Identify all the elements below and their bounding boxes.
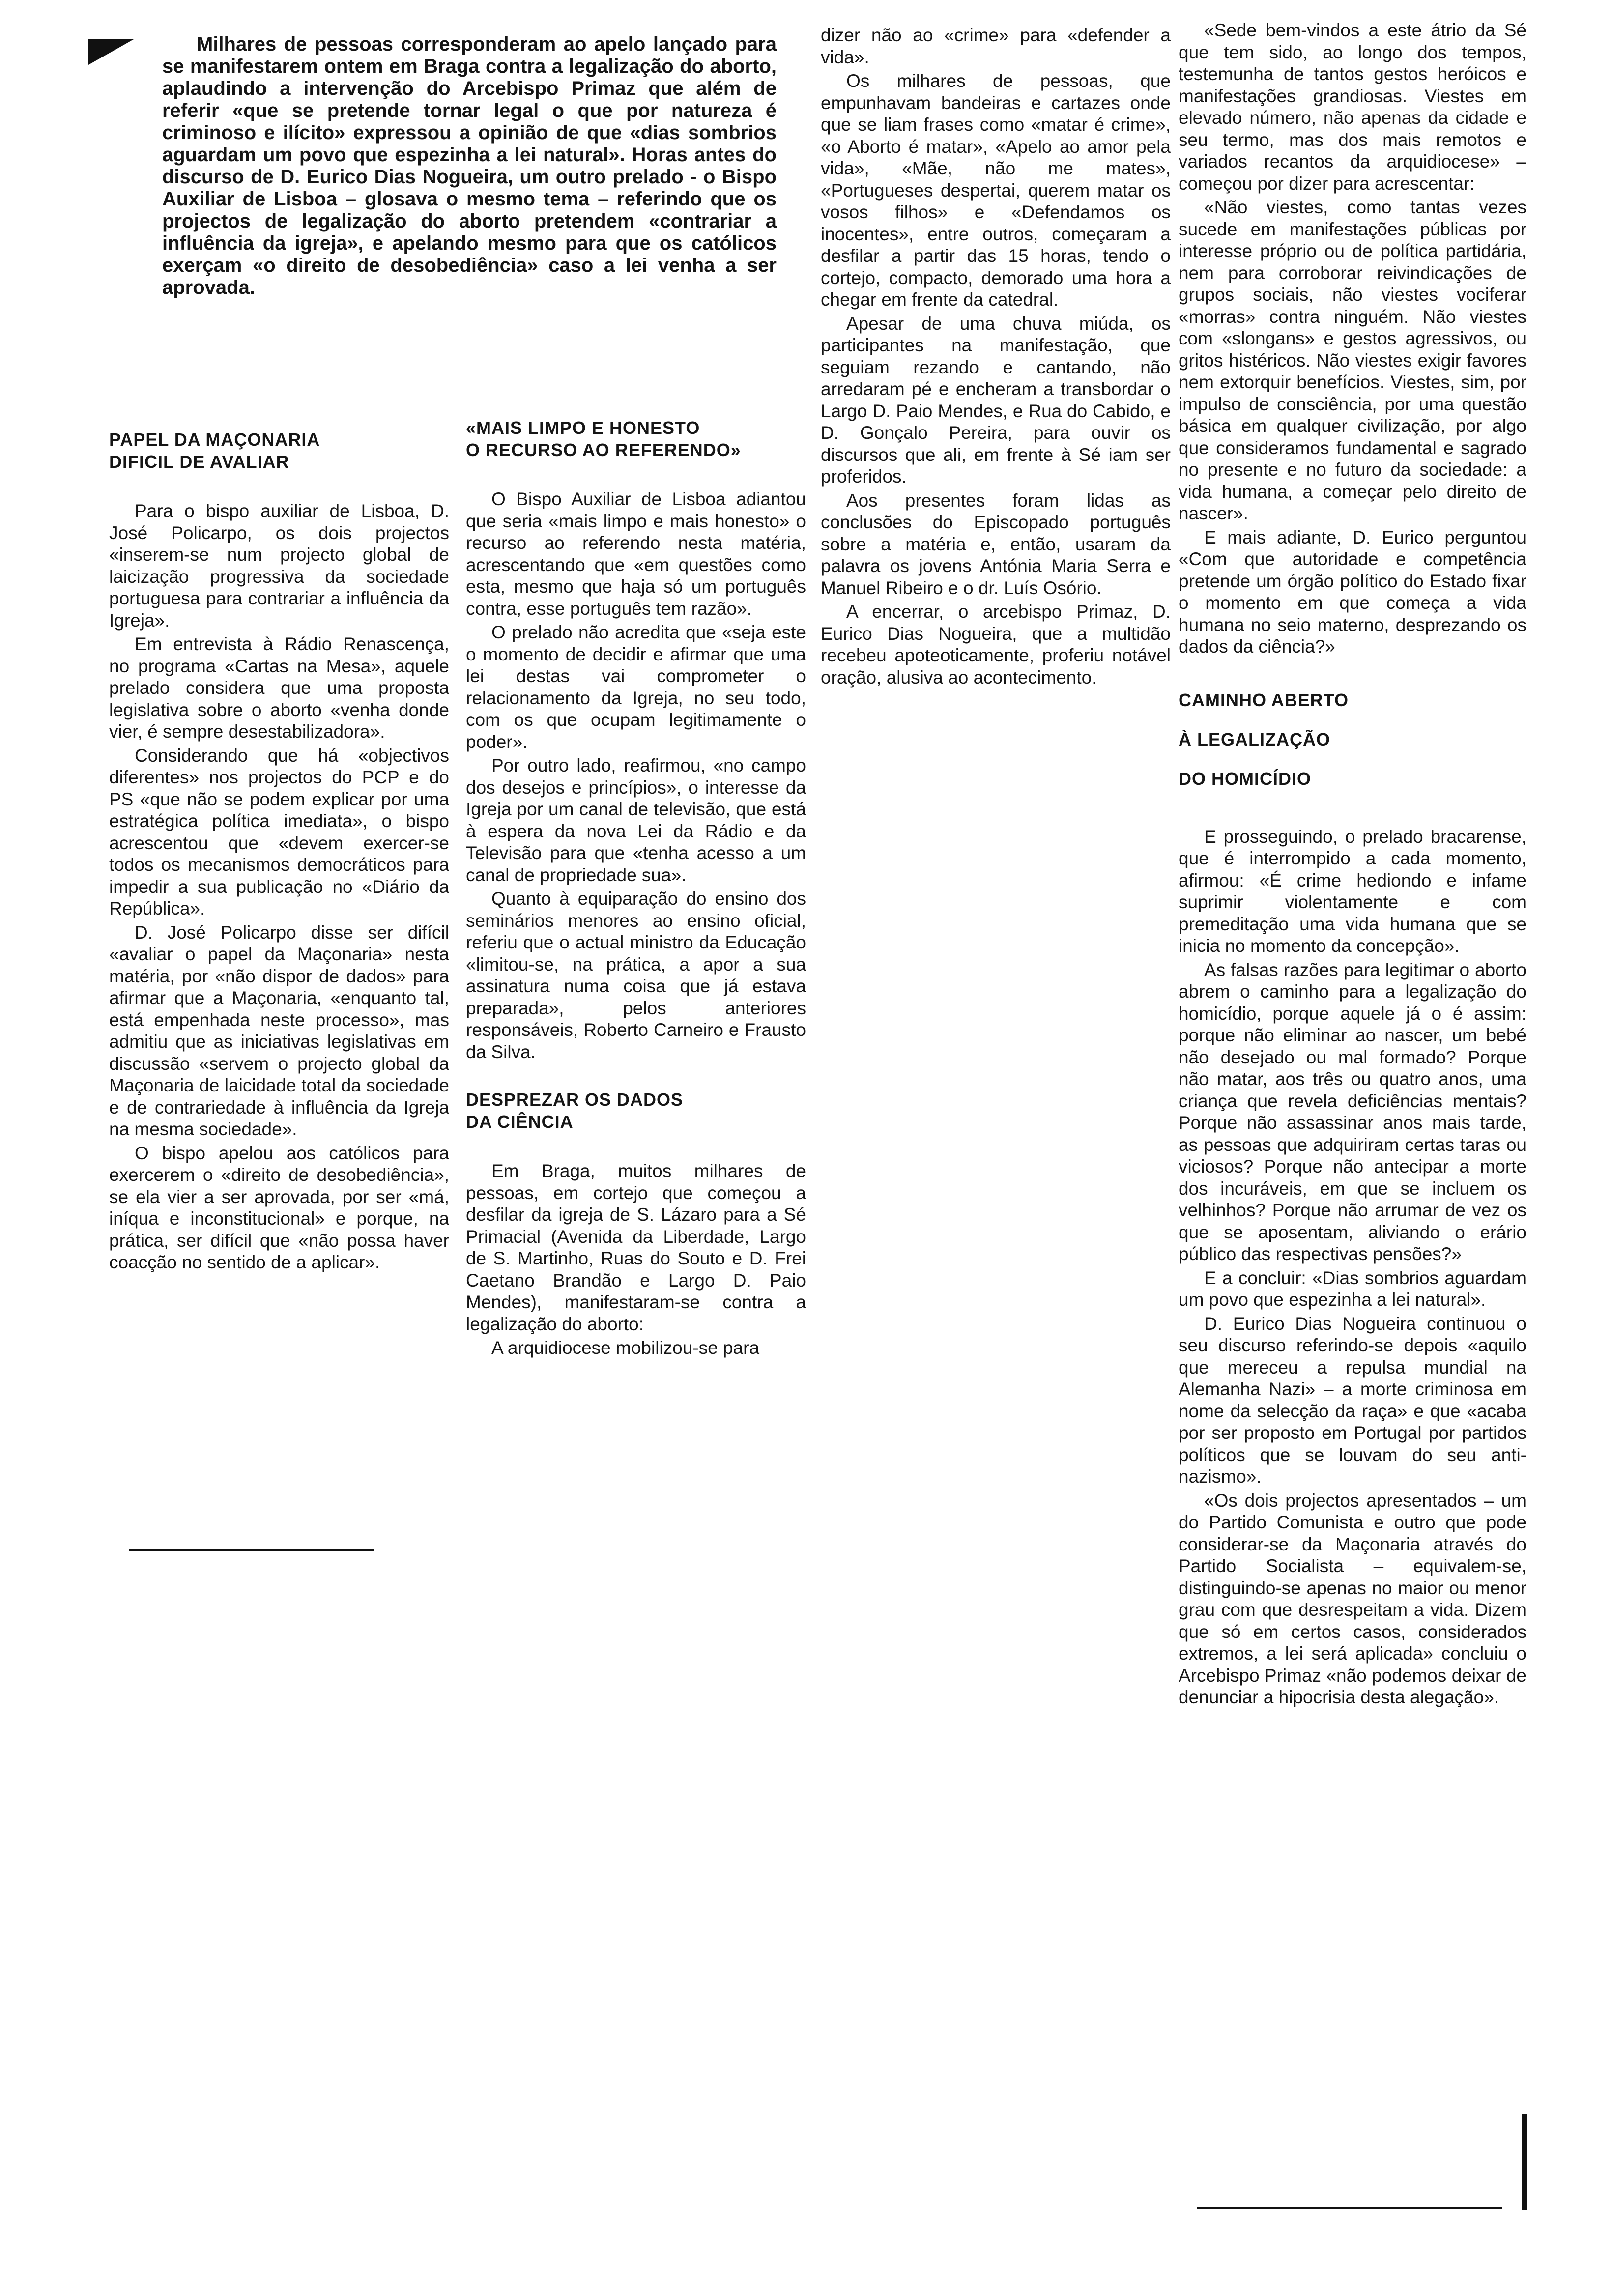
paragraph: «Não viestes, como tantas vezes sucede em manifestações públicas por interesse próprio ou de política partidária, nem para corroborar reivindicações de grupos sociais, não viestes vociferar «morras» contra ninguém. Não viestes com «slongans» e gestos agressivos, ou gritos histéricos. Não viestes exigir favores nem extorquir benefícios. Viestes, sim, por impulso de consciência, por uma questão básica em qualquer civilização, por algo que consideramos fundamental e sagrado no presente e no futuro da sociedade: a vida humana, a começar pelo direito de nascer». <box>1179 197 1526 523</box>
paragraph: E a concluir: «Dias sombrios aguardam um povo que espezinha a lei natural». <box>1179 1267 1526 1310</box>
article-lead <box>162 33 777 299</box>
article-end-bar <box>1522 2114 1527 2210</box>
paragraph: A encerrar, o arcebispo Primaz, D. Eurico Dias Nogueira, que a multidão recebeu apoteoticamente, proferiu notável oração, alusiva ao acontecimento. <box>821 602 1171 688</box>
paragraph: Em entrevista à Rádio Renascença, no programa «Cartas na Mesa», aquele prelado considera que uma proposta legislativa sobre o aborto «venha donde vier, é sempre desestabilizadora». <box>109 634 449 742</box>
section-heading-ciencia: DESPREZAR OS DADOS DA CIÊNCIA <box>466 1090 684 1132</box>
paragraph: O prelado não acredita que «seja este o momento de decidir e afirmar que uma lei destas vai comprometer o relacionamento da Igreja, no seu todo, com os que ocupam legitimamente o poder». <box>466 622 806 752</box>
paragraph: Para o bispo auxiliar de Lisboa, D. José Policarpo, os dois projectos «inserem-se num projecto global de laicização progressiva da sociedade portuguesa para contrariar a influência da Igreja». <box>109 501 449 631</box>
section-heading-homicidio: CAMINHO ABERTO À LEGALIZAÇÃO DO HOMICÍDIO <box>1179 689 1349 789</box>
paragraph: dizer não ao «crime» para «defender a vida». <box>821 25 1171 67</box>
paragraph: D. José Policarpo disse ser difícil «avaliar o papel da Maçonaria» nesta matéria, por «não dispor de dados» para afirmar que a Maçonaria, «enquanto tal, está empenhada neste processo», mas admitiu que as iniciativas legislativas em discussão «servem o projecto global da Maçonaria de laicidade total da sociedade e de contrariedade à influência da Igreja na mesma sociedade». <box>109 922 449 1139</box>
lead-paragraph: Milhares de pessoas corresponderam ao apelo lançado para se manifestarem ontem em Braga contra a legalização do aborto, aplaudindo a intervenção do Arcebispo Primaz que além de referir «que se pretende tornar legal o que por natureza é criminoso e ilícito» expressou a opinião de que «dias sombrios aguardam um povo que espezinha a lei natural». Horas antes do discurso de D. Eurico Dias Nogueira, um outro prelado - o Bispo Auxiliar de Lisboa – glosava o mesmo tema – referindo que os projectos de legalização do aborto pretendem «contrariar a influência da igreja», e apelando mesmo para que os católicos exerçam «o direito de desobediência» caso a lei venha a ser aprovada. <box>162 33 777 298</box>
column-1-end-rule <box>129 1549 374 1551</box>
article-end-rule <box>1197 2207 1502 2209</box>
paragraph: Aos presentes foram lidas as conclusões do Episcopado português sobre a matéria e, então, usaram da palavra os jovens Antónia Maria Serra e Manuel Ribeiro e o dr. Luís Osório. <box>821 490 1171 598</box>
paragraph: Os milhares de pessoas, que empunhavam bandeiras e cartazes onde que se liam frases como «matar é crime», «o Aborto é matar», «Apelo ao amor pela vida», «Mãe, não me mates», «Portugueses despertai, querem matar os vosos filhos» e «Defendamos os inocentes», entre outros, começaram a desfilar a partir das 15 horas, tendo o cortejo, compacto, demorado uma hora a chegar em frente da catedral. <box>821 71 1171 310</box>
column-3 <box>821 25 1171 690</box>
paragraph: E prosseguindo, o prelado bracarense, que é interrompido a cada momento, afirmou: «É crime hediondo e infame suprimir violentamente e com premeditação uma vida humana que se inicia no momento da concepção». <box>1179 826 1526 956</box>
paragraph: E mais adiante, D. Eurico perguntou «Com que autoridade e competência pretende um órgão político do Estado fixar o momento em que começa a vida humana no seio materno, desprezando os dados da ciência?» <box>1179 527 1526 657</box>
article-start-marker <box>88 39 134 65</box>
paragraph: As falsas razões para legitimar o aborto abrem o caminho para a legalização do homicídio, porque aquele já o é assim: porque não eliminar ao nascer, um bebé não desejado ou mal formado? Porque não matar, aos três ou quatro anos, uma criança que revela deficiências mentais? Porque não assassinar anos mais tarde, as pessoas que adquiriram certas taras ou viciosos? Porque não antecipar a morte dos incuráveis, em que se incluem os velhinhos? Porque não arrumar de vez os que se aposentam, aliviando o erário público das respectivas pensões?» <box>1179 959 1526 1264</box>
paragraph: «Os dois projectos apresentados – um do Partido Comunista e outro que pode considerar-se da Maçonaria através do Partido Socialista – equivalem-se, distinguindo-se apenas no maior ou menor grau com que desrespeitam a vida. Dizem que só em certos casos, considerados extremos, a lei será aplicada» concluiu o Arcebispo Primaz «não podemos deixar de denunciar a hipocrisia desta alegação». <box>1179 1490 1526 1707</box>
paragraph: D. Eurico Dias Nogueira continuou o seu discurso referindo-se depois «aquilo que mereceu a repulsa mundial na Alemanha Nazi» – a morte criminosa em nome da selecção da raça» e que «acaba por ser proposto em Portugal por partidos políticos que se louvam do seu anti-nazismo». <box>1179 1313 1526 1487</box>
paragraph: O Bispo Auxiliar de Lisboa adiantou que seria «mais limpo e mais honesto» o recurso ao referendo nesta matéria, acrescentando que «em questões como esta, mesmo que haja só um português contra, esse português tem razão». <box>466 489 806 619</box>
paragraph: O bispo apelou aos católicos para exercerem o «direito de desobediência», se ela vier a ser aprovada, por ser «má, iníqua e inconstitucional» e porque, na prática, ser difícil que «não possa haver coacção no sentido de a aplicar». <box>109 1143 449 1272</box>
column-2 <box>466 417 806 1361</box>
paragraph: Apesar de uma chuva miúda, os participantes na manifestação, que seguiam rezando e cantando, não arredaram pé e encheram a transbordar o Largo D. Paio Mendes, e Rua do Cabido, e D. Gonçalo Pereira, para ouvir os discursos que ali, em frente à Sé iam ser proferidos. <box>821 313 1171 487</box>
paragraph: A arquidiocese mobilizou-se para <box>491 1338 760 1358</box>
paragraph: «Sede bem-vindos a este átrio da Sé que tem sido, ao longo dos tempos, testemunha de tantos gestos heróicos e manifestações grandiosas. Viestes em elevado número, não apenas da cidade e seu termo, mas dos mais remotos e variados recantos da arquidiocese» – começou por dizer para acrescentar: <box>1179 20 1526 194</box>
column-4 <box>1179 20 1526 1711</box>
paragraph: Considerando que há «objectivos diferentes» nos projectos do PCP e do PS «que não se podem explicar por uma estratégica política imediata», o bispo acrescentou que «devem exercer-se todos os mecanismos democráticos para impedir a sua publicação no «Diário da República». <box>109 745 449 918</box>
section-heading-maconaria: PAPEL DA MAÇONARIA DIFICIL DE AVALIAR <box>109 430 320 472</box>
paragraph: Quanto à equiparação do ensino dos seminários menores ao ensino oficial, referiu que o actual ministro da Educação «limitou-se, na prática, a apor a sua assinatura numa coisa que já estava preparada», pelos anteriores responsáveis, Roberto Carneiro e Frausto da Silva. <box>466 889 806 1062</box>
paragraph: Em Braga, muitos milhares de pessoas, em cortejo que começou a desfilar da igreja de S. Lázaro para a Sé Primacial (Avenida da Liberdade, Largo de S. Martinho, Ruas do Souto e D. Frei Caetano Brandão e Largo D. Paio Mendes), manifestaram-se contra a legalização do aborto: <box>466 1161 806 1334</box>
paragraph: Por outro lado, reafirmou, «no campo dos desejos e princípios», o interesse da Igreja por um canal de televisão, que está à espera da nova Lei da Rádio e da Televisão para que «tenha acesso a um canal de propriedade sua». <box>466 755 806 885</box>
section-heading-referendo: «MAIS LIMPO E HONESTO O RECURSO AO REFERENDO» <box>466 418 741 460</box>
column-1 <box>109 429 449 1276</box>
